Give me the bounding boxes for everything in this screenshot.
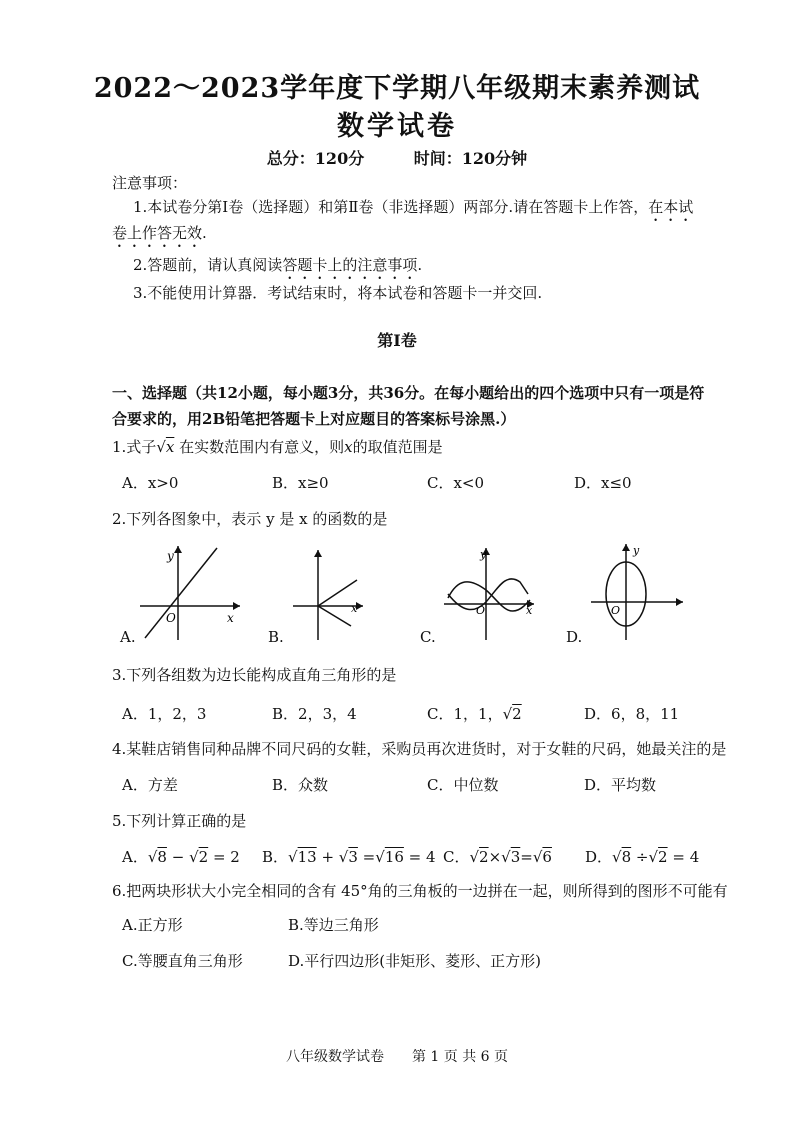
graph-d	[585, 538, 690, 642]
q4-option-c: C．中位数	[427, 776, 499, 794]
q1-option-c: C．x<0	[427, 474, 485, 492]
question-5-stem: 5.下列计算正确的是	[112, 812, 247, 830]
q1-option-a: A．x>0	[122, 474, 179, 492]
question-1-stem: 1.式子√x 在实数范围内有意义，则x的取值范围是	[112, 438, 443, 456]
graph-d-y-label: y	[633, 544, 640, 557]
score-time-line	[0, 146, 794, 169]
section-1-intro-line2: 合要求的，用2B铅笔把答题卡上对应题目的答案标号涂黑.）	[112, 410, 516, 428]
q4-option-a: A．方差	[122, 776, 178, 794]
q1-option-d: D．x≤0	[574, 474, 632, 492]
question-2-stem: 2.下列各图象中，表示 y 是 x 的函数的是	[112, 510, 388, 528]
q5-option-d: D．√8 ÷√2 = 4	[585, 848, 700, 866]
graph-c-x-label: x	[526, 604, 533, 617]
graph-c-label: C.	[420, 628, 436, 646]
q4-option-b: B．众数	[272, 776, 329, 794]
question-4-stem: 4.某鞋店销售同种品牌不同尺码的女鞋，采购员再次进货时，对于女鞋的尺码，她最关注的是	[112, 740, 727, 758]
question-6-stem: 6.把两块形状大小完全相同的含有 45°角的三角板的一边拼在一起，则所得到的图形不可能有	[112, 882, 728, 900]
section-1-intro-line1: 一、选择题（共12小题，每小题3分，共36分。在每小题给出的四个选项中只有一项是符	[112, 384, 705, 402]
q3-option-b: B．2，3，4	[272, 705, 357, 723]
q6-option-d: D.平行四边形(非矩形、菱形、正方形)	[288, 952, 541, 970]
graph-b-ray-down	[318, 606, 351, 626]
sqrt-2: √2	[502, 705, 522, 723]
q3-option-c: C．1，1，√2	[427, 705, 522, 723]
graph-a-label: A.	[120, 628, 136, 646]
total-score: 总分：120分	[266, 149, 365, 168]
graph-a-line	[145, 548, 217, 638]
q4-option-d: D．平均数	[584, 776, 657, 794]
exam-time: 时间：120分钟	[413, 149, 528, 168]
exam-title: 2022～2023学年度下学期八年级期末素养测试	[93, 73, 701, 104]
graph-c-y-label: y	[480, 548, 487, 561]
notice-item-3: 3.不能使用计算器．考试结束时，将本试卷和答题卡一并交回.	[133, 284, 543, 302]
graph-a-x-label: x	[227, 611, 234, 625]
graph-d-label: D.	[566, 628, 583, 646]
notice-heading: 注意事项：	[112, 174, 188, 192]
graph-b-label: B.	[268, 628, 284, 646]
part-1-title: 第Ⅰ卷	[377, 331, 417, 350]
graph-b	[285, 542, 370, 642]
graph-a	[135, 542, 245, 642]
graph-c-origin: O	[476, 604, 486, 617]
exam-subtitle: 数学试卷	[337, 111, 457, 142]
graph-a-origin: O	[166, 611, 176, 625]
q3-option-a: A．1，2，3	[122, 705, 207, 723]
q5-option-a: A．√8 − √2 = 2	[122, 848, 240, 866]
notice-item-2: 2.答题前，请认真阅读答题卡上的注意事项.	[133, 256, 423, 274]
graph-a-y-label: y	[167, 549, 174, 563]
sqrt-x: √x	[156, 438, 175, 456]
graph-b-x-label: x	[351, 602, 358, 615]
notice-item-1-cont: 卷上作答无效.	[112, 224, 207, 242]
q1-option-b: B．x≥0	[272, 474, 329, 492]
page-footer: 八年级数学试卷 第 1 页 共 6 页	[285, 1049, 509, 1065]
graph-c	[440, 542, 540, 642]
q6-option-a: A.正方形	[122, 916, 183, 934]
q5-option-c: C．√2×√3=√6	[443, 848, 552, 866]
question-3-stem: 3.下列各组数为边长能构成直角三角形的是	[112, 666, 397, 684]
q3-option-d: D．6，8，11	[584, 705, 680, 723]
q6-option-c: C.等腰直角三角形	[122, 952, 243, 970]
graph-d-origin: O	[611, 604, 621, 617]
notice-item-1: 1.本试卷分第Ⅰ卷（选择题）和第Ⅱ卷（非选择题）两部分.请在答题卡上作答，在本试	[133, 198, 694, 216]
q5-option-b: B．√13 + √3 =√16 = 4	[262, 848, 436, 866]
q6-option-b: B.等边三角形	[288, 916, 379, 934]
